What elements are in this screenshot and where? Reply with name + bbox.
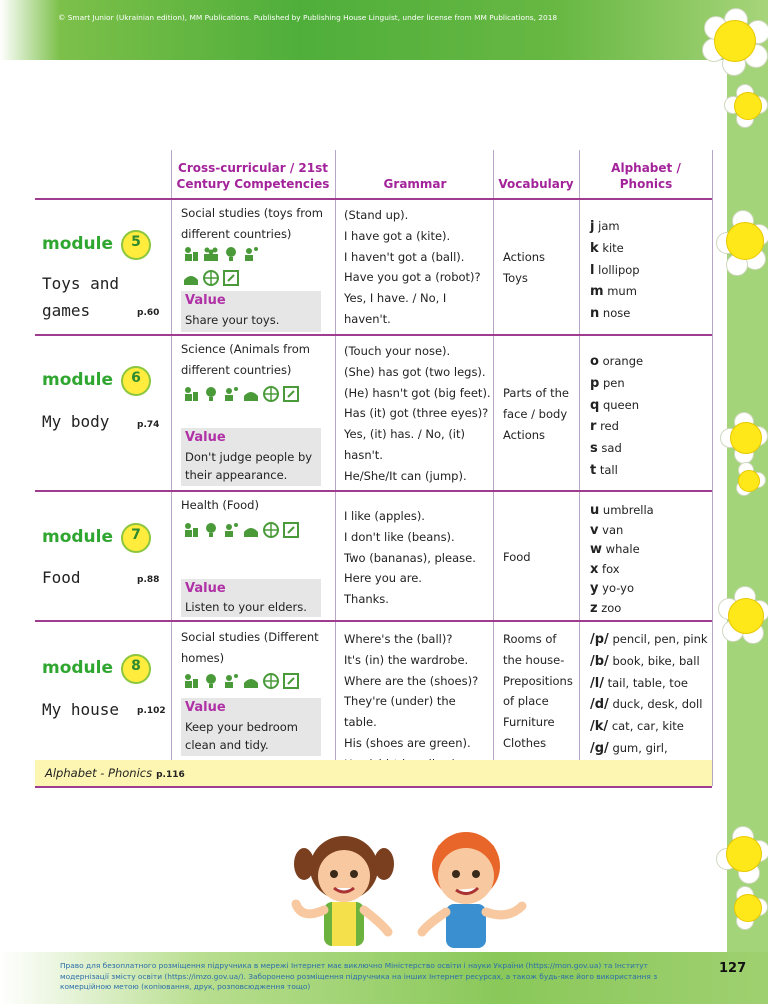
lightbulb-icon — [203, 673, 219, 689]
letters-list: u umbrella v van w whale x fox y yo-yo z zoo — [590, 503, 654, 616]
hands-icon — [183, 270, 199, 286]
column-divider — [579, 150, 580, 760]
grammar-list: Where's the (ball)? It's (in) the wardrobe. Where are the (shoes)? They're (under) the table. His (shoes are green). — [344, 632, 479, 750]
header-vocabulary: Vocabulary — [498, 177, 574, 191]
header-alphabet: Alphabet / Phonics — [611, 161, 681, 191]
lightbulb-icon — [223, 246, 239, 262]
module-number-badge: 7 — [121, 523, 151, 553]
vocabulary-list: Parts of the face / body Actions — [503, 386, 569, 442]
value-box: Value Listen to your elders. — [181, 579, 321, 617]
value-box: Value Don't judge people by their appearance. — [181, 428, 321, 486]
children-illustration — [282, 820, 542, 952]
competency-icons — [183, 386, 299, 403]
globe-icon — [263, 386, 279, 402]
header-grammar: Grammar — [383, 177, 447, 191]
competency-text: Health (Food) — [181, 498, 259, 512]
header-competencies: Cross-curricular / 21st Century Competencies — [176, 161, 330, 191]
people-icon — [183, 673, 199, 689]
competency-icons — [183, 246, 259, 263]
screen-icon — [283, 673, 299, 689]
screen-icon — [283, 522, 299, 538]
globe-icon — [263, 522, 279, 538]
lightbulb-icon — [203, 386, 219, 402]
module-page-ref: p.102 — [137, 706, 166, 716]
daisy-flower-icon — [726, 412, 768, 468]
column-divider — [493, 150, 494, 760]
letters-list: o orange p pen q queen r red s sad t tall — [590, 354, 644, 478]
row-divider — [35, 620, 712, 622]
screen-icon — [283, 386, 299, 402]
competency-text: Social studies (Different homes) — [181, 630, 319, 665]
idea-person-icon — [223, 673, 239, 689]
people-icon — [183, 386, 199, 402]
alphabet-phonics-label: Alphabet - Phonics p.116 — [45, 766, 185, 780]
hands-icon — [243, 673, 259, 689]
idea-person-icon — [223, 386, 239, 402]
competency-icons — [183, 673, 299, 690]
row-divider — [35, 334, 712, 336]
module-number-badge: 5 — [121, 230, 151, 260]
module-page-ref: p.88 — [137, 575, 160, 585]
competency-text: Social studies (toys from different countries) — [181, 206, 324, 241]
module-label: module — [42, 658, 114, 678]
hands-icon — [243, 386, 259, 402]
module-title: My house — [42, 700, 120, 719]
right-margin-strip — [727, 60, 768, 952]
grammar-list: (Touch your nose). (She) has got (two legs). (He) hasn't got (big feet). Has (it) got (three eyes)? Yes, (it) has. / No, (it) hasn't. He/She/It can (jump). — [344, 344, 491, 483]
module-title: Food — [42, 568, 81, 587]
globe-icon — [203, 270, 219, 286]
module-number-badge: 8 — [121, 654, 151, 684]
row-divider — [35, 490, 712, 492]
row-divider — [35, 786, 712, 788]
module-label: module — [42, 370, 114, 390]
page-number: 127 — [719, 961, 747, 976]
hands-icon — [243, 522, 259, 538]
globe-icon — [263, 673, 279, 689]
module-title: Toys and games — [42, 274, 120, 320]
column-divider — [171, 150, 172, 786]
module-label: module — [42, 234, 114, 254]
value-box: Value Keep your bedroom clean and tidy. — [181, 698, 321, 756]
idea-person-icon — [223, 522, 239, 538]
vocabulary-list: Rooms of the house- Prepositions of place Furniture Clothes — [503, 632, 573, 750]
footer-notice: Право для безоплатного розміщення підручника в мережі Інтернет має виключно Міністерство освіти і науки України (https://mon.gov.ua) та Інститут модернізації змісту освіти (https://imzo.gov.ua/). Заборонено розміщення підручника на інших Інтернет ресурсах, а також будь-яке його використання з комерційною метою (копіювання, друк, розповсюдження тощо) — [60, 961, 658, 992]
people-icon — [183, 522, 199, 538]
letters-list: j jam k kite l lollipop m mum n nose — [590, 219, 640, 322]
module-page-ref: p.60 — [137, 308, 160, 318]
daisy-flower-icon — [724, 586, 768, 650]
column-divider — [335, 150, 336, 760]
screen-icon — [223, 270, 239, 286]
group-icon — [203, 246, 219, 262]
column-divider — [712, 150, 713, 786]
row-divider — [35, 198, 712, 200]
vocabulary-list: Actions Toys — [503, 250, 546, 285]
letters-list: /p/ pencil, pen, pink /b/ book, bike, ball /l/ tail, table, toe /d/ duck, desk, doll /k/ cat, car, kite /g/ gum, girl, — [590, 632, 708, 756]
people-icon — [183, 246, 199, 262]
daisy-flower-icon — [722, 210, 768, 280]
module-title: My body — [42, 412, 110, 431]
daisy-flower-icon — [702, 8, 768, 74]
daisy-flower-icon — [722, 826, 768, 886]
competency-icons — [183, 522, 299, 539]
copyright-notice: © Smart Junior (Ukrainian edition), MM Publications. Published by Publishing House Linguist, under license from MM Publications, 2018 — [58, 13, 558, 22]
module-label: module — [42, 527, 114, 547]
competency-text: Science (Animals from different countries) — [181, 342, 310, 377]
daisy-flower-icon — [730, 886, 768, 934]
top-banner — [0, 0, 768, 60]
value-box: Value Share your toys. — [181, 291, 321, 332]
module-number-badge: 6 — [121, 366, 151, 396]
competency-icons — [183, 270, 239, 287]
module-page-ref: p.74 — [137, 420, 160, 430]
daisy-flower-icon — [732, 462, 768, 496]
grammar-list: (Stand up). I have got a (kite). I haven't got a (ball). Have you got a (robot)? Yes, I have. / No, I haven't. — [344, 208, 481, 326]
daisy-flower-icon — [732, 84, 768, 130]
vocabulary-list: Food — [503, 550, 531, 564]
grammar-list: I like (apples). I don't like (beans). Two (bananas), please. Here you are. Thanks. — [344, 509, 476, 607]
idea-person-icon — [243, 246, 259, 262]
lightbulb-icon — [203, 522, 219, 538]
